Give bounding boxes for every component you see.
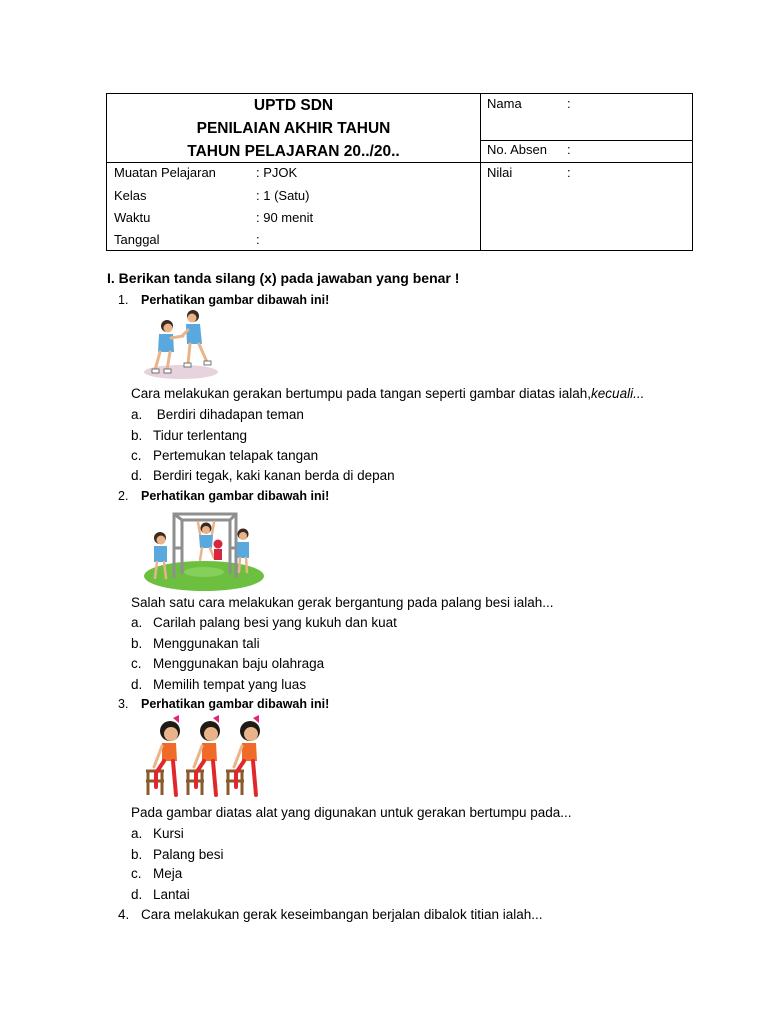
answer-option[interactable]: [131, 847, 531, 865]
nilai-field[interactable]: [487, 165, 687, 183]
table-divider: [107, 162, 692, 163]
push-hands-illustration: [143, 308, 221, 380]
exam-title: PENILAIAN AKHIR TAHUN: [196, 120, 391, 137]
option-text: Carilah palang besi yang kukuh dan kuat: [153, 615, 397, 630]
info-row-class: [114, 188, 474, 206]
stem-italic-text: kecuali...: [591, 386, 645, 401]
nama-colon: :: [567, 96, 571, 111]
info-label: Muatan Pelajaran: [114, 165, 216, 180]
question-stem: [131, 386, 644, 401]
option-text: Kursi: [153, 826, 184, 841]
info-label: Tanggal: [114, 232, 160, 247]
option-letter: a.: [131, 407, 143, 422]
option-text: Menggunakan baju olahraga: [153, 656, 325, 671]
school-name: UPTD SDN: [253, 97, 334, 114]
answer-option[interactable]: [131, 677, 531, 695]
absen-colon: :: [567, 142, 571, 157]
option-text: Tidur terlentang: [153, 428, 248, 443]
question-4: [118, 907, 598, 925]
nilai-colon: :: [567, 165, 571, 180]
option-letter: c.: [131, 866, 142, 881]
question-number: 1.: [118, 293, 129, 307]
option-text: Palang besi: [153, 847, 224, 862]
info-value: : 1 (Satu): [256, 188, 310, 203]
question-number: 3.: [118, 697, 129, 711]
option-text: Menggunakan tali: [153, 636, 260, 651]
answer-option[interactable]: [131, 636, 531, 654]
option-text: Berdiri tegak, kaki kanan berda di depan: [153, 468, 395, 483]
exam-header-table: [106, 93, 693, 251]
answer-option[interactable]: [131, 656, 531, 674]
info-row-time: [114, 210, 474, 228]
question-heading: Perhatikan gambar dibawah ini!: [141, 293, 330, 307]
absen-label: No. Absen: [487, 142, 547, 157]
option-letter: a.: [131, 826, 143, 841]
option-letter: d.: [131, 677, 143, 692]
table-divider: [480, 140, 692, 141]
option-letter: a.: [131, 615, 143, 630]
option-text: Berdiri dihadapan teman: [153, 407, 304, 422]
option-letter: b.: [131, 636, 143, 651]
answer-option[interactable]: [131, 826, 531, 844]
question-heading: Perhatikan gambar dibawah ini!: [141, 697, 330, 711]
option-text: Meja: [153, 866, 183, 881]
info-value: :: [256, 232, 260, 247]
chair-exercise-illustration: [142, 715, 266, 801]
option-text: Lantai: [153, 887, 190, 902]
nilai-label: Nilai: [487, 165, 513, 180]
stem-text: Cara melakukan gerakan bertumpu pada tangan seperti gambar diatas ialah,: [131, 386, 592, 401]
absen-field[interactable]: [487, 142, 687, 160]
info-value: : PJOK: [256, 165, 298, 180]
answer-option[interactable]: [131, 468, 531, 486]
option-letter: b.: [131, 847, 143, 862]
option-text: Pertemukan telapak tangan: [153, 448, 319, 463]
question-stem: Salah satu cara melakukan gerak bergantung pada palang besi ialah...: [131, 595, 554, 610]
section-title: I. Berikan tanda silang (x) pada jawaban yang benar !: [107, 270, 460, 286]
info-label: Kelas: [114, 188, 147, 203]
question-number: 2.: [118, 489, 129, 503]
answer-option[interactable]: [131, 887, 531, 905]
option-letter: b.: [131, 428, 143, 443]
question-number: 4.: [118, 907, 130, 922]
option-text: Memilih tempat yang luas: [153, 677, 307, 692]
academic-year: TAHUN PELAJARAN 20../20..: [187, 143, 400, 160]
nama-field[interactable]: [487, 96, 687, 114]
answer-option[interactable]: [131, 866, 531, 884]
table-divider: [480, 94, 481, 251]
info-row-date: [114, 232, 474, 250]
option-letter: c.: [131, 656, 142, 671]
option-letter: d.: [131, 887, 143, 902]
answer-option[interactable]: [131, 448, 531, 466]
question-stem: Pada gambar diatas alat yang digunakan untuk gerakan bertumpu pada...: [131, 805, 572, 820]
question-stem: Cara melakukan gerak keseimbangan berjalan dibalok titian ialah...: [141, 907, 543, 922]
answer-option[interactable]: [131, 428, 531, 446]
option-letter: d.: [131, 468, 143, 483]
answer-option[interactable]: [131, 615, 531, 633]
answer-option[interactable]: [131, 407, 531, 425]
nama-label: Nama: [487, 96, 522, 111]
info-label: Waktu: [114, 210, 151, 225]
option-letter: c.: [131, 448, 142, 463]
question-heading: Perhatikan gambar dibawah ini!: [141, 489, 330, 503]
hanging-bar-illustration: [142, 508, 266, 592]
info-value: : 90 menit: [256, 210, 314, 225]
info-row-subject: [114, 165, 474, 183]
